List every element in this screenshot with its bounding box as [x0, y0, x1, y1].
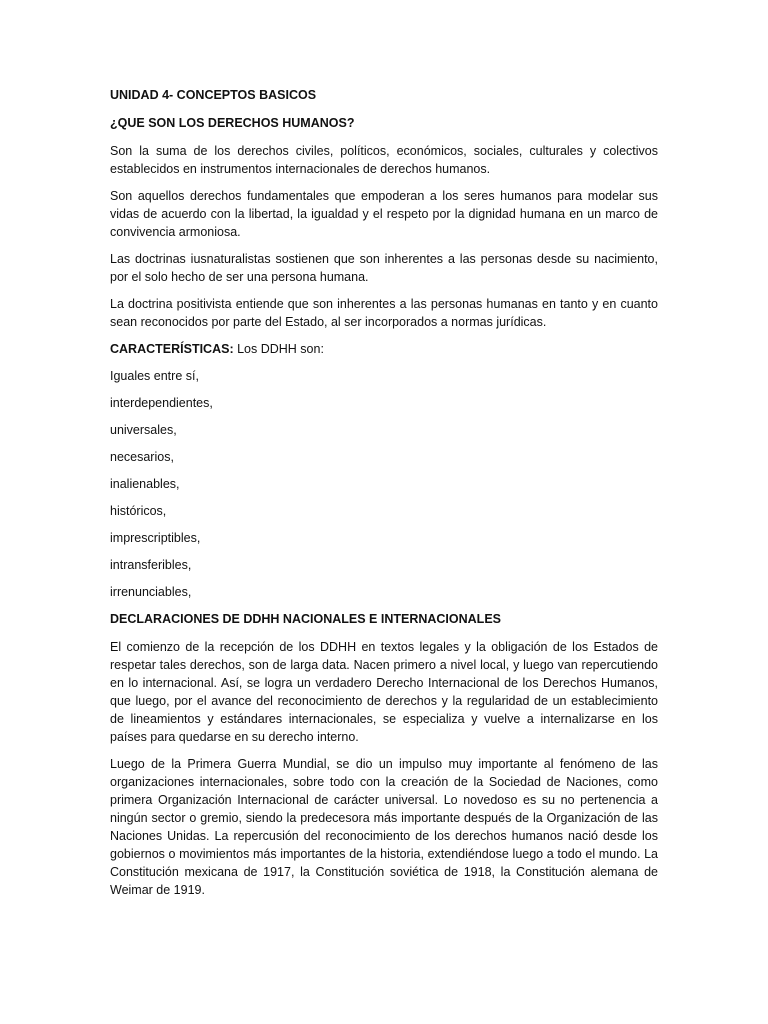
question-heading: ¿QUE SON LOS DERECHOS HUMANOS?	[110, 116, 355, 130]
unit-title: UNIDAD 4- CONCEPTOS BASICOS	[110, 88, 317, 102]
characteristics-heading	[110, 340, 658, 358]
characteristics-list	[110, 367, 658, 601]
characteristic-item: inalienables,	[110, 477, 180, 491]
declarations-paragraph: El comienzo de la recepción de los DDHH en textos legales y la obligación de los Estados de respetar tales derechos, son de larga data. Nacen primero a nivel local, y luego van repercutiendo en lo internacional. Así, se logra un verdadero Derecho Internacional de los Derechos Humanos, que luego, por el avance del reconocimiento de derechos y la regularidad de un establecimiento de lineamientos y estándares internacionales, se especializa y vuelve a internalizarse en los países para quedarse en su derecho interno.	[110, 640, 658, 744]
declarations-paragraph: Luego de la Primera Guerra Mundial, se dio un impulso muy importante al fenómeno de las organizaciones internacionales, sobre todo con la creación de la Sociedad de Naciones, como primera Organización Internacional de carácter universal. Lo novedoso es su no pertenencia a ningún sector o gremio, siendo la predecesora más importante después de la Organización de las Naciones Unidas. La repercusión del reconocimiento de los derechos humanos nació desde los gobiernos o movimientos más importantes de la historia, extendiéndose luego a todo el mundo. La Constitución mexicana de 1917, la Constitución soviética de 1918, la Constitución alemana de Weimar de 1919.	[110, 757, 658, 897]
characteristic-item: necesarios,	[110, 450, 174, 464]
characteristics-label: CARACTERÍSTICAS:	[110, 342, 234, 356]
definition-paragraph: La doctrina positivista entiende que son inherentes a las personas humanas en tanto y en cuanto sean reconocidos por parte del Estado, al ser incorporados a normas jurídicas.	[110, 297, 658, 329]
characteristic-item: irrenunciables,	[110, 585, 192, 599]
characteristic-item: intransferibles,	[110, 558, 192, 572]
declarations-heading: DECLARACIONES DE DDHH NACIONALES E INTERNACIONALES	[110, 612, 501, 626]
characteristic-item: Iguales entre sí,	[110, 369, 199, 383]
definition-paragraph: Las doctrinas iusnaturalistas sostienen que son inherentes a las personas desde su nacimiento, por el solo hecho de ser una persona humana.	[110, 252, 658, 284]
characteristic-item: interdependientes,	[110, 396, 213, 410]
characteristic-item: históricos,	[110, 504, 167, 518]
definition-paragraph: Son la suma de los derechos civiles, políticos, económicos, sociales, culturales y colectivos establecidos en instrumentos internacionales de derechos humanos.	[110, 144, 658, 176]
characteristic-item: universales,	[110, 423, 177, 437]
characteristic-item: imprescriptibles,	[110, 531, 201, 545]
definition-paragraph: Son aquellos derechos fundamentales que empoderan a los seres humanos para modelar sus vidas de acuerdo con la libertad, la igualdad y el respeto por la dignidad humana en un marco de convivencia armoniosa.	[110, 189, 658, 239]
characteristics-intro: Los DDHH son:	[237, 342, 324, 356]
document-body	[110, 86, 658, 908]
